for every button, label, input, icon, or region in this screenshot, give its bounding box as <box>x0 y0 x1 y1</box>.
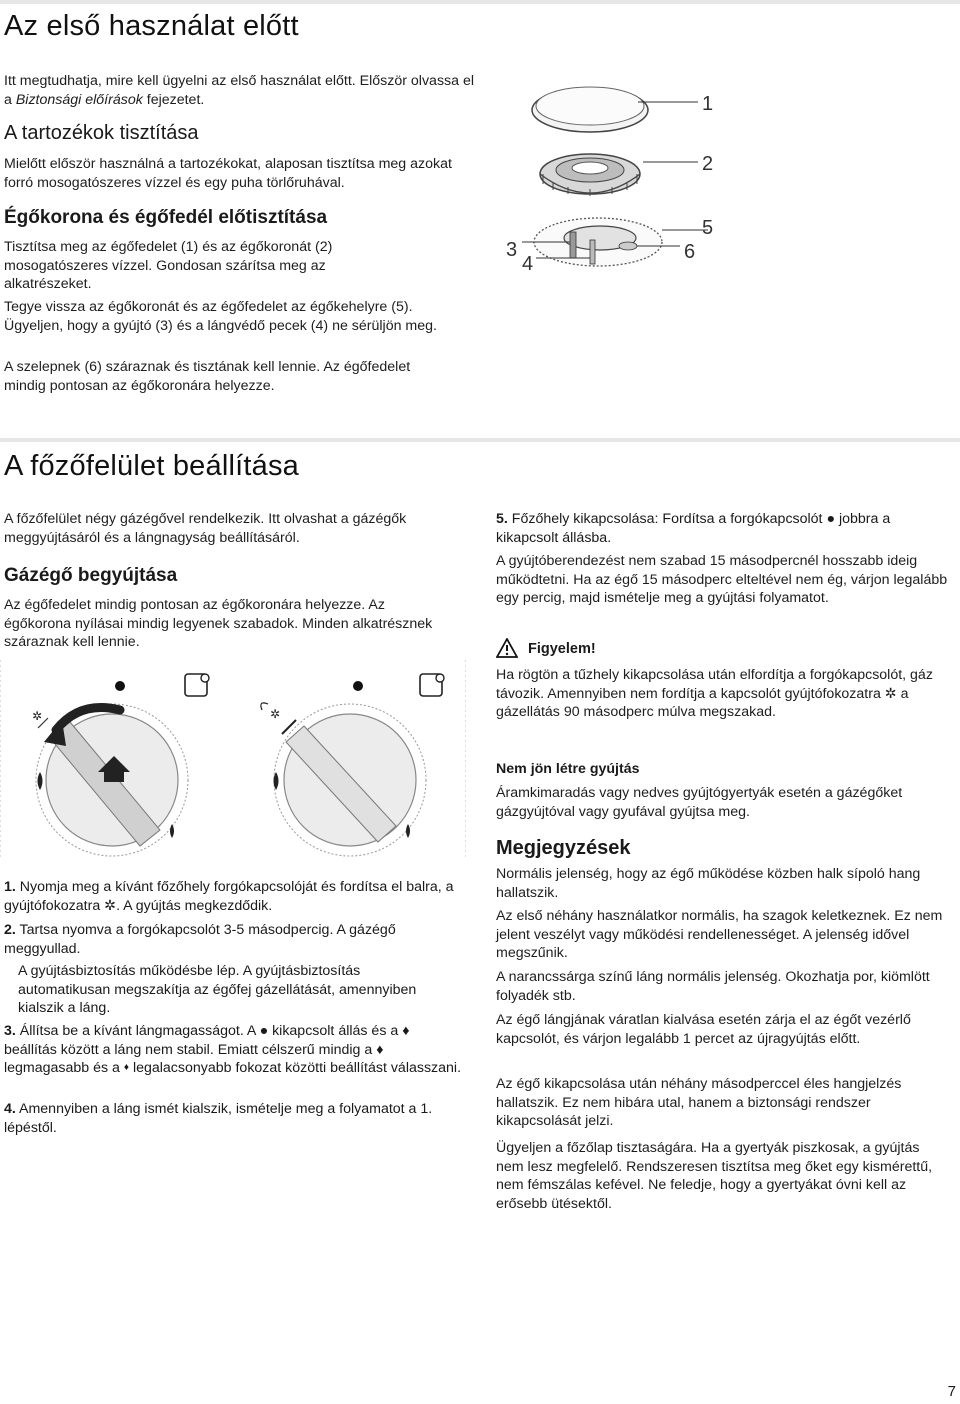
note-2: Az első néhány használatkor normális, ha szagok keletkeznek. Ez nem jelent veszélyt vagy működési rendellenességet. A jelenség idővel megszűnik. <box>496 908 943 961</box>
intro-text: Itt megtudhatja, mire kell ügyelni az első használat előtt. Először olvassa el a <box>4 73 475 108</box>
section2-intro: A főzőfelület négy gázégővel rendelkezik. Itt olvashat a gázégők meggyújtásáról és a lángnagyság beállításáról. <box>4 511 407 546</box>
notes-title: Megjegyzések <box>496 837 631 859</box>
ignition-icon: ✲ <box>104 897 117 914</box>
warning-text-b: a gázellátás 90 másodperc múlva megszakad. <box>496 685 909 720</box>
ignite-title: Gázégő begyújtása <box>4 565 178 586</box>
figure-label-2: 2 <box>702 153 714 175</box>
step-1-number: 1. <box>4 879 16 895</box>
figure-label-6: 6 <box>684 241 696 263</box>
step-3-text-d: legmagasabb és a <box>4 1060 124 1076</box>
note-3: A narancssárga színű láng normális jelenség. Okozhatja por, kiömlött folyadék stb. <box>496 969 930 1004</box>
figure-label-4: 4 <box>522 253 534 275</box>
step-4-number: 4. <box>4 1101 16 1117</box>
page-number: 7 <box>947 1383 956 1400</box>
step-3-text-e: legalacsonyabb fokozat közötti beállítást válasszani. <box>129 1060 462 1076</box>
figure-label-5: 5 <box>702 217 714 239</box>
accessories-title: A tartozékok tisztítása <box>4 122 199 144</box>
burner-p1: Tisztítsa meg az égőfedelet (1) és az égőkoronát (2) mosogatószeres vízzel. Gondosan szárítsa meg az alkatrészeket. <box>4 239 333 292</box>
step-5-number: 5. <box>496 511 508 527</box>
off-position-icon: ● <box>259 1023 269 1039</box>
ignition-icon-warning: ✲ <box>884 685 897 702</box>
svg-text:✲: ✲ <box>32 709 43 723</box>
step-3-number: 3. <box>4 1023 16 1039</box>
section1-title: Az első használat előtt <box>4 10 299 42</box>
note-1: Normális jelenség, hogy az égő működése közben halk sípoló hang hallatszik. <box>496 866 921 901</box>
note-5: Az égő kikapcsolása után néhány másodperccel éles hangjelzés hallatszik. Ez nem hibára utal, hanem a biztonsági rendszer kikapcsolását jelzi. <box>496 1076 902 1129</box>
step-2-detail-text: A gyújtásbiztosítás működésbe lép. A gyújtásbiztosítás automatikusan megszakítja az égőfej gázellátását, amennyiben kialszik a láng. <box>18 963 417 1016</box>
knob-left <box>0 660 230 860</box>
warning-text <box>496 666 956 722</box>
burner-p3: A szelepnek (6) száraznak és tisztának kell lennie. Az égőfedelet mindig pontosan az égőkoronára helyezze. <box>4 359 411 394</box>
step-3-text-b: kikapcsolt állás és a <box>268 1023 403 1039</box>
burner-title: Égőkorona és égőfedél előtisztítása <box>4 207 328 228</box>
warning-text-a: Ha rögtön a tűzhely kikapcsolása után elfordítja a forgókapcsolót, gáz távozik. Amennyiben nem fordítja a kapcsolót gyújtófokozatra <box>496 667 933 702</box>
accessories-text: Mielőtt először használná a tartozékokat, alaposan tisztítsa meg azokat forró mosogatószeres vízzel és egy puha törlőruhával. <box>4 156 452 191</box>
step-3 <box>4 1022 464 1078</box>
step-1-text: Nyomja meg a kívánt főzőhely forgókapcsolóját és fordítsa el balra, a gyújtófokozatra <box>4 879 454 914</box>
flame-large-icon: ♦ <box>402 1023 410 1039</box>
step-5-text: Főzőhely kikapcsolása: Fordítsa a forgókapcsolót <box>511 511 827 527</box>
note-6: Ügyeljen a főzőlap tisztaságára. Ha a gyertyák piszkosak, a gyújtás nem lesz megfelelő. Rendszeresen tisztítsa meg őket egy kismérettű, nem fémszálas kefével. Ne feledje, hogy a gyertyákat óvni kell az erősebb ütésektől. <box>496 1140 933 1212</box>
step-4 <box>4 1100 464 1137</box>
figure-label-1: 1 <box>702 93 714 115</box>
ignite-text: Az égőfedelet mindig pontosan az égőkoronára helyezze. Az égőkorona nyílásai mindig legyenek szabadok. Minden alkatrésznek száraznak kell lennie. <box>4 597 433 650</box>
burner-exploded-figure <box>498 62 728 282</box>
step-1 <box>4 878 464 915</box>
intro-text-end: fejezetet. <box>142 91 205 108</box>
step-3-text-c: beállítás között a láng nem stabil. Emiatt célszerű mindig a <box>4 1041 377 1058</box>
top-rule <box>0 0 960 4</box>
step-3-text: Állítsa be a kívánt lángmagasságot. A <box>19 1023 260 1039</box>
off-position-icon-step5: ● <box>826 511 836 527</box>
timeout-text: A gyújtóberendezést nem szabad 15 másodpercnél hosszabb ideig működtetni. Ha az égő 15 másodperc elteltével nem ég, várjon legalább egy percig, majd ismételje meg a gyújtási folyamatot. <box>496 553 948 606</box>
knob-illustration <box>0 660 466 860</box>
step-1-text-end: . A gyújtás megkezdődik. <box>116 897 273 914</box>
flame-large-icon-2: ♦ <box>376 1041 384 1058</box>
no-ignition-text: Áramkimaradás vagy nedves gyújtógyertyák esetén a gázégőket gázgyújtóval vagy gyufával gyújtsa meg. <box>496 785 903 820</box>
step-5 <box>496 510 956 547</box>
warning-icon <box>496 638 518 658</box>
knob-right <box>236 660 466 860</box>
burner-p2: Tegye vissza az égőkoronát és az égőfedelet az égőkehelyre (5). Ügyeljen, hogy a gyújtó (3) és a lángvédő pecek (4) ne sérüljön meg. <box>4 299 437 334</box>
flame-small-icon: ♦ <box>123 1062 129 1073</box>
step-2-text: Tartsa nyomva a forgókapcsolót 3-5 másodpercig. A gázégő meggyullad. <box>4 922 396 957</box>
step-5-text-end: jobbra a kikapcsolt állásba. <box>496 511 891 546</box>
intro-emphasis: Biztonsági előírások <box>15 91 143 108</box>
step-2-detail <box>18 962 438 1018</box>
section2-rule <box>0 438 960 442</box>
step-2-number: 2. <box>4 922 16 938</box>
no-ignition-title: Nem jön létre gyújtás <box>496 761 640 777</box>
section1-intro <box>4 72 474 109</box>
figure-label-3: 3 <box>506 239 518 261</box>
section2-title: A főzőfelület beállítása <box>4 450 299 482</box>
warning-title: Figyelem! <box>528 641 596 657</box>
svg-text:✲: ✲ <box>270 707 281 721</box>
note-4: Az égő lángjának váratlan kialvása esetén zárja el az égőt vezérlő kapcsolót, és várjon legalább 1 percet az újragyújtás előtt. <box>496 1012 911 1047</box>
step-4-text: Amennyiben a láng ismét kialszik, ismételje meg a folyamatot a 1. lépéstől. <box>4 1101 433 1136</box>
step-2 <box>4 921 464 958</box>
